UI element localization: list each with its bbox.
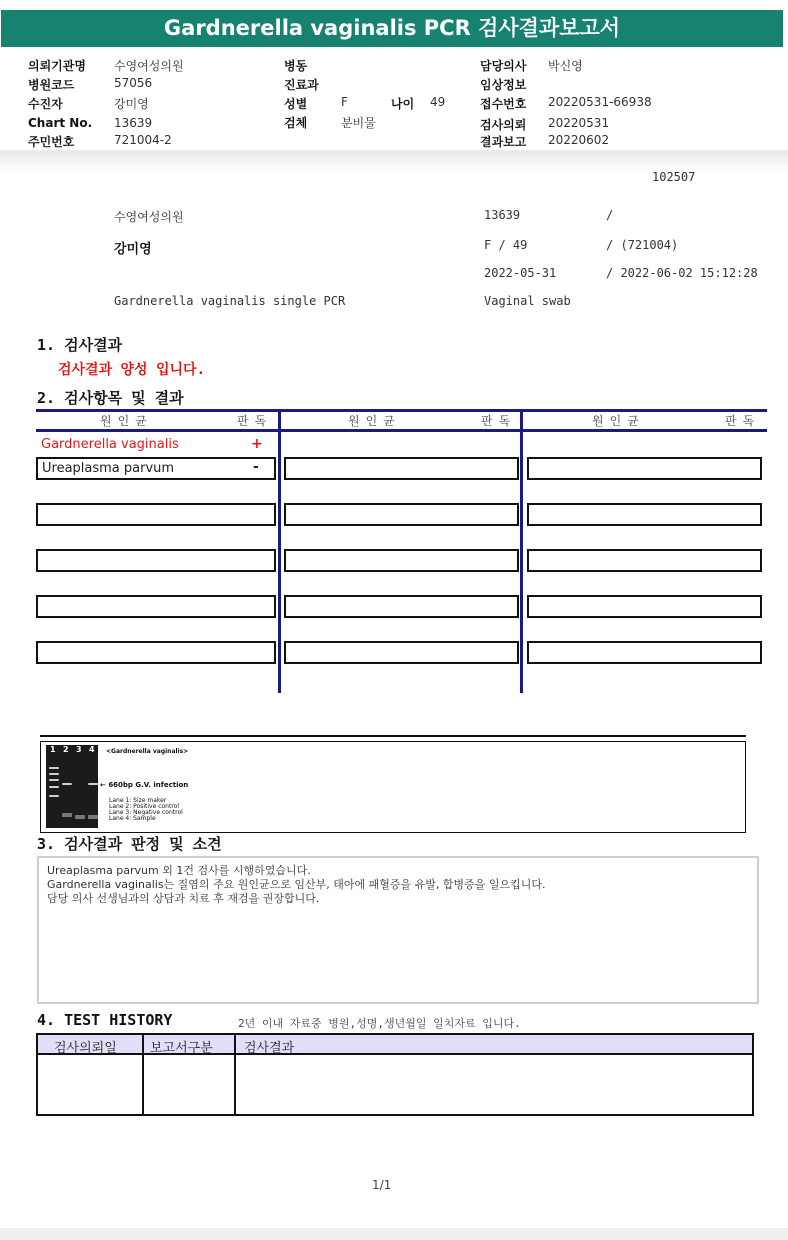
age-label: 나이 [391,97,415,111]
institution-label: 의뢰기관명 [28,59,86,73]
bottom-band [0,1228,788,1240]
empty-cell [36,641,276,664]
chart-no-value: 13639 [114,116,153,130]
opinion-box [37,856,759,1004]
doctor-label: 담당의사 [480,59,527,73]
receipt-no-value: 20220531-66938 [548,95,652,109]
empty-cell [527,503,762,526]
empty-cell [527,549,762,572]
specimen-label: 검체 [284,116,308,130]
request-date-value: 20220531 [548,116,610,130]
dept-label: 진료과 [284,78,319,92]
info-test-name: Gardnerella vaginalis single PCR [114,294,346,308]
header-divider [0,150,788,172]
empty-cell [36,549,276,572]
gel-caption: <Gardnerella vaginalis> [106,748,189,755]
info-sex-age: F / 49 [484,238,528,252]
info-report-datetime: / 2022-06-02 15:12:28 [606,266,758,280]
sex-label: 성별 [284,97,308,111]
empty-cell [527,641,762,664]
table-header-rule [36,429,767,432]
gel-top-rule [40,735,746,737]
section3-title: 3. 검사결과 판정 및 소견 [37,835,222,853]
report-title: Gardnerella vaginalis PCR 검사결과보고서 [1,10,783,47]
sex-value: F [341,95,348,109]
report-date-label: 결과보고 [480,135,527,149]
info-request-date: 2022-05-31 [484,266,557,280]
gel-band [49,779,59,781]
gel-legend-1: Lane 1: Size maker [109,797,167,804]
info-resident: / (721004) [606,238,679,252]
info-institution: 수영여성의원 [114,210,184,224]
result-judgment-2: - [253,459,259,475]
clinical-info-label: 임상정보 [480,78,527,92]
info-specimen: Vaginal swab [484,294,571,308]
empty-cell [284,549,519,572]
institution-value: 수영여성의원 [114,59,184,73]
table-col-divider-2 [520,409,523,693]
empty-cell [36,595,276,618]
ward-label: 병동 [284,59,308,73]
report-code: 102507 [652,170,696,184]
lane-number: 3 [76,745,82,754]
request-date-label: 검사의뢰 [480,118,527,132]
opinion-line-2: Gardnerella vaginalis는 질염의 주요 원인균으로 임산부, 태아에 패혈증을 유발, 합병증을 일으킵니다. [47,878,546,891]
history-col-divider [142,1035,144,1114]
hospital-code-value: 57056 [114,76,153,90]
lane-number: 1 [50,745,56,754]
gel-legend-3: Lane 3: Negative control [109,809,183,816]
resident-no-value: 721004-2 [114,133,172,147]
hospital-code-label: 병원코드 [28,78,75,92]
gel-band [49,795,59,797]
col-judgment-2: 판독 [481,414,517,428]
gel-band-label-text: 660bp G.V. infection [108,781,189,789]
receipt-no-label: 접수번호 [480,97,527,111]
doctor-value: 박신영 [548,59,583,73]
col-judgment-3: 판독 [725,414,761,428]
opinion-line-1: Ureaplasma parvum 외 1건 검사를 시행하였습니다. [47,864,311,877]
empty-cell [284,503,519,526]
patient-value: 강미영 [114,97,149,111]
info-chart: 13639 [484,208,521,222]
page-number: 1/1 [372,1178,392,1192]
col-pathogen-2: 원인균 [348,414,401,428]
opinion-line-3: 담당 의사 선생님과의 상담과 치료 후 재검을 권장합니다. [47,892,320,905]
history-col-report-type: 보고서구분 [150,1041,213,1056]
empty-cell [527,457,762,480]
gel-band [49,767,59,769]
empty-cell [284,641,519,664]
resident-no-label: 주민번호 [28,135,75,149]
chart-no-label: Chart No. [28,116,93,130]
gel-band [88,783,98,785]
col-pathogen-3: 원인균 [592,414,645,428]
gel-band [75,815,85,819]
col-judgment-1: 판독 [237,414,273,428]
col-pathogen-1: 원인균 [100,414,153,428]
result-judgment-1: + [251,436,263,452]
history-table-header [38,1035,752,1055]
empty-cell [527,595,762,618]
gel-legend-4: Lane 4: Sample [109,815,156,822]
section2-title: 2. 검사항목 및 결과 [37,389,184,407]
age-value: 49 [430,95,446,109]
empty-cell [284,595,519,618]
empty-cell [36,503,276,526]
gel-band [49,786,59,788]
report-date-value: 20220602 [548,133,610,147]
history-col-divider [234,1035,236,1114]
gel-band [88,815,98,819]
history-col-result: 검사결과 [244,1041,295,1056]
specimen-value: 분비물 [341,116,376,130]
patient-label: 수진자 [28,97,63,111]
positive-result-message: 검사결과 양성 입니다. [58,362,206,378]
empty-cell [284,457,519,480]
gel-band [62,783,72,785]
info-slash: / [606,208,614,222]
gel-band [62,813,72,817]
history-col-request-date: 검사의뢰일 [54,1041,117,1056]
history-table [36,1033,754,1116]
lane-number: 4 [89,745,95,754]
section4-title: 4. TEST HISTORY [37,1011,173,1029]
section1-title: 1. 검사결과 [37,336,123,354]
gel-band-label: ← 660bp G.V. infection [100,781,189,789]
gel-band [49,773,59,775]
result-name-1: Gardnerella vaginalis [41,437,179,452]
history-note: 2년 이내 자료중 병원,성명,생년월일 일치자료 입니다. [238,1017,521,1030]
info-patient: 강미영 [114,242,152,257]
gel-legend-2: Lane 2: Positive control [109,803,180,810]
lane-number: 2 [63,745,69,754]
gel-electrophoresis-image [46,745,98,828]
result-name-2: Ureaplasma parvum [42,461,175,476]
table-col-divider-1 [278,409,281,693]
